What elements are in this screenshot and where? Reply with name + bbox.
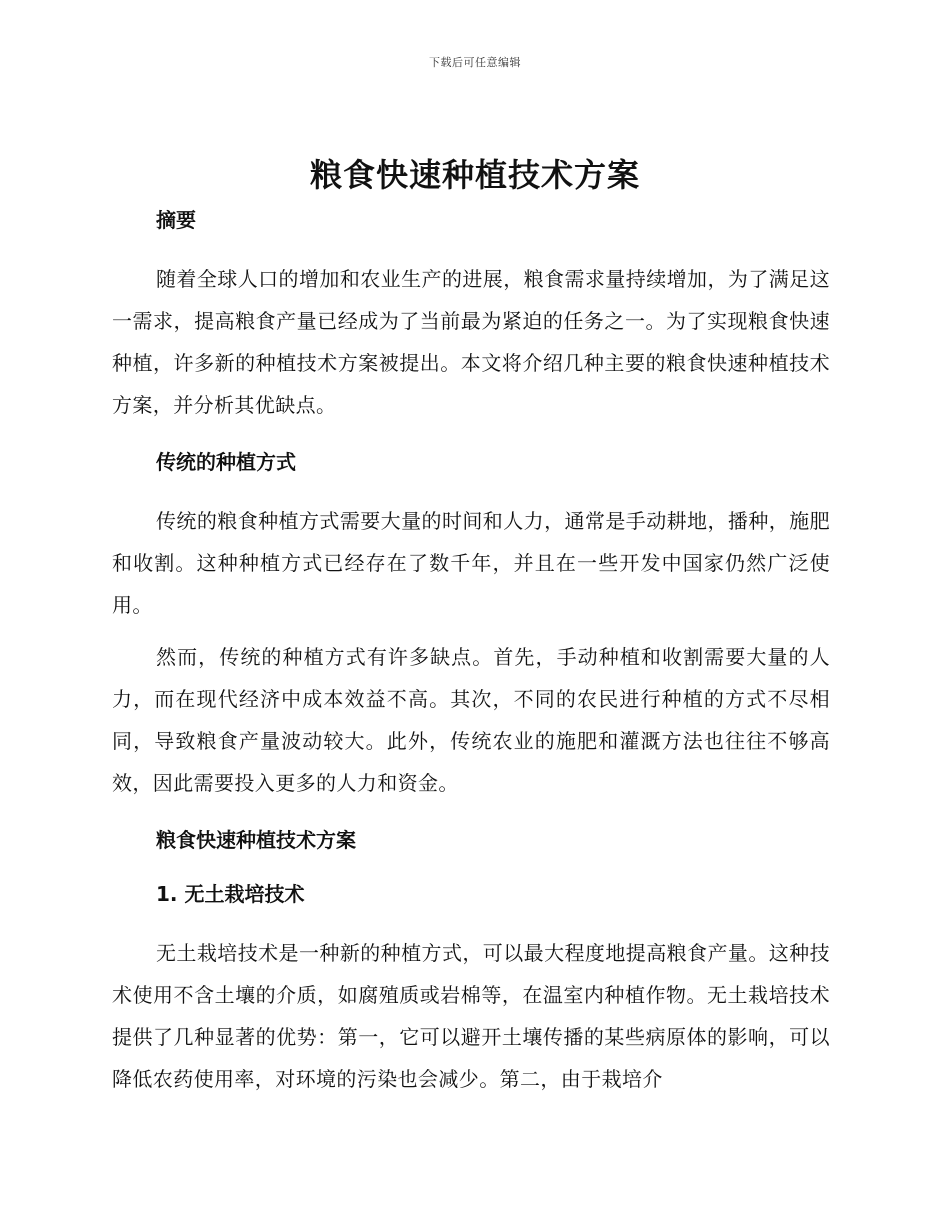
plans-heading: 粮食快速种植技术方案	[156, 828, 356, 852]
traditional-paragraph-1: 传统的粮食种植方式需要大量的时间和人力，通常是手动耕地，播种，施肥和收割。这种种植方式已经存在了数千年，并且在一些开发中国家仍然广泛使用。	[112, 509, 830, 617]
traditional-paragraph-2: 然而，传统的种植方式有许多缺点。首先，手动种植和收割需要大量的人力，而在现代经济中成本效益不高。其次，不同的农民进行种植的方式不尽相同，导致粮食产量波动较大。此外，传统农业的施肥和灌溉方法也往往不够高效，因此需要投入更多的人力和资金。	[112, 645, 830, 795]
document-body	[112, 204, 830, 1100]
abstract-heading: 摘要	[156, 208, 196, 232]
traditional-heading: 传统的种植方式	[156, 450, 296, 474]
abstract-paragraph: 随着全球人口的增加和农业生产的进展，粮食需求量持续增加，为了满足这一需求，提高粮食产量已经成为了当前最为紧迫的任务之一。为了实现粮食快速种植，许多新的种植技术方案被提出。本文将介绍几种主要的粮食快速种植技术方案，并分析其优缺点。	[112, 267, 830, 417]
document-title: 粮食快速种植技术方案	[309, 156, 640, 194]
page-header-note: 下载后可任意编辑	[429, 56, 521, 69]
soilless-paragraph: 无土栽培技术是一种新的种植方式，可以最大程度地提高粮食产量。这种技术使用不含土壤的介质，如腐殖质或岩棉等，在温室内种植作物。无土栽培技术提供了几种显著的优势：第一，它可以避开土壤传播的某些病原体的影响，可以降低农药使用率，对环境的污染也会减少。第二，由于栽培介	[112, 941, 830, 1091]
soilless-heading: 1. 无土栽培技术	[156, 882, 305, 906]
